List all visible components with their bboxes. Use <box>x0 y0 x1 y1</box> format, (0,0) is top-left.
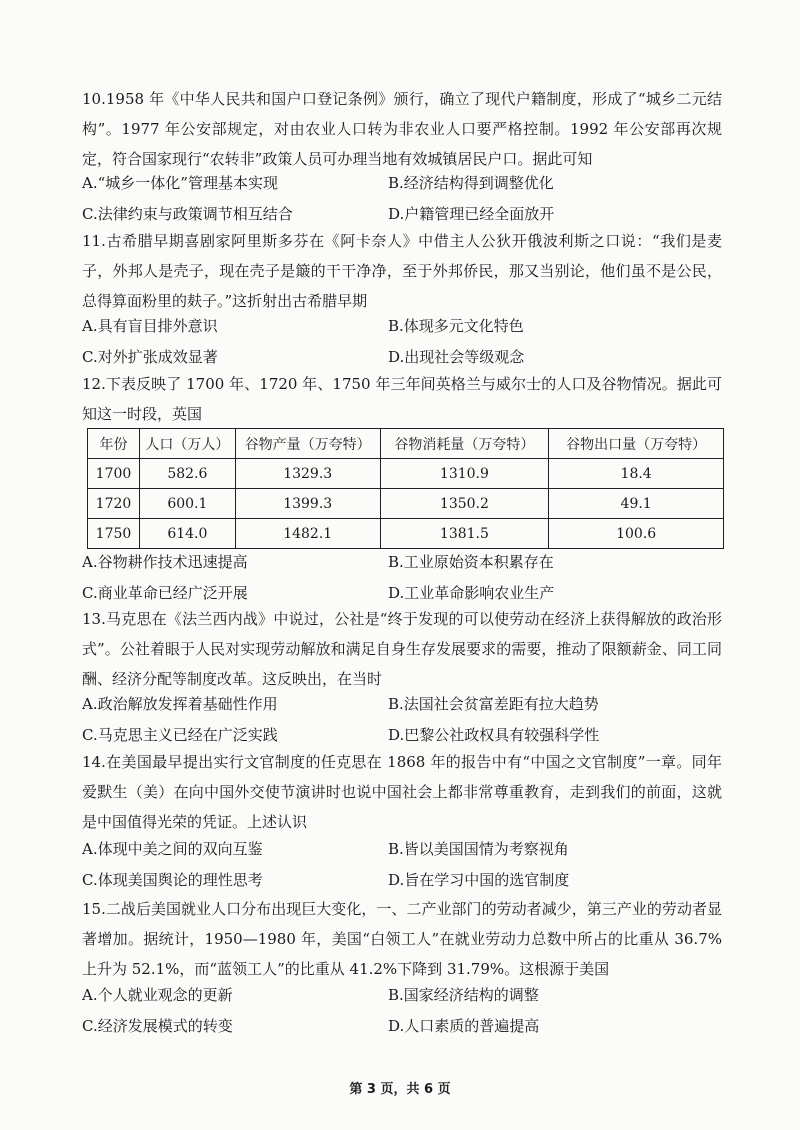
table-header: 谷物产量（万夸特） <box>235 429 380 459</box>
table-cell: 100.6 <box>549 519 724 549</box>
table-header: 谷物出口量（万夸特） <box>549 429 724 459</box>
table-cell: 600.1 <box>139 489 235 519</box>
option-b[interactable]: B.皆以美国国情为考察视角 <box>388 840 569 858</box>
population-grain-table <box>87 428 724 549</box>
table-cell: 1350.2 <box>380 489 549 519</box>
option-b[interactable]: B.经济结构得到调整优化 <box>388 174 554 192</box>
table-row <box>88 459 724 489</box>
table-cell: 1700 <box>88 459 140 489</box>
table-header: 人口（万人） <box>139 429 235 459</box>
question-13-options <box>82 689 722 751</box>
question-14-options <box>82 834 722 896</box>
option-d[interactable]: D.出现社会等级观念 <box>388 348 525 366</box>
table-cell: 1482.1 <box>235 519 380 549</box>
option-c[interactable]: C.商业革命已经广泛开展 <box>82 584 248 602</box>
table-cell: 49.1 <box>549 489 724 519</box>
table-cell: 1399.3 <box>235 489 380 519</box>
table-cell: 1720 <box>88 489 140 519</box>
option-a[interactable]: A.具有盲目排外意识 <box>82 317 218 335</box>
option-c[interactable]: C.法律约束与政策调节相互结合 <box>82 205 293 223</box>
option-b[interactable]: B.国家经济结构的调整 <box>388 986 539 1004</box>
question-12: 12.下表反映了 1700 年、1720 年、1750 年三年间英格兰与威尔士的人口及谷物情况。据此可知这一时段，英国 <box>82 375 722 423</box>
table-cell: 1381.5 <box>380 519 549 549</box>
table-cell: 18.4 <box>549 459 724 489</box>
option-b[interactable]: B.体现多元文化特色 <box>388 317 524 335</box>
question-12-options <box>82 547 722 609</box>
option-b[interactable]: B.工业原始资本积累存在 <box>388 553 554 571</box>
question-11: 11.古希腊早期喜剧家阿里斯多芬在《阿卡奈人》中借主人公狄开俄波利斯之口说：“我们是麦子，外邦人是壳子，现在壳子是簸的干干净净，至于外邦侨民，那又当别论，他们虽不是公民，总得算面粉里的麸子。”这折射出古希腊早期 <box>82 232 722 310</box>
option-a[interactable]: A.个人就业观念的更新 <box>82 986 233 1004</box>
option-d[interactable]: D.巴黎公社政权具有较强科学性 <box>388 726 600 744</box>
option-b[interactable]: B.法国社会贫富差距有拉大趋势 <box>388 695 599 713</box>
table-row <box>88 519 724 549</box>
question-15-options <box>82 980 722 1042</box>
question-14: 14.在美国最早提出实行文官制度的任克思在 1868 年的报告中有“中国之文官制度”一章。同年爱默生（美）在向中国外交使节演讲时也说中国社会上都非常尊重教育，走到我们的前面，这就是中国值得光荣的凭证。上述认识 <box>82 753 722 831</box>
option-c[interactable]: C.经济发展模式的转变 <box>82 1017 233 1035</box>
option-c[interactable]: C.马克思主义已经在广泛实践 <box>82 726 278 744</box>
question-11-options <box>82 311 722 373</box>
option-d[interactable]: D.旨在学习中国的选官制度 <box>388 871 570 889</box>
option-c[interactable]: C.对外扩张成效显著 <box>82 348 218 366</box>
question-13: 13.马克思在《法兰西内战》中说过，公社是“终于发现的可以使劳动在经济上获得解放的政治形式”。公社着眼于人民对实现劳动解放和满足自身生存发展要求的需要，推动了限额薪金、同工同酬、经济分配等制度改革。这反映出，在当时 <box>82 610 722 688</box>
table-header: 年份 <box>88 429 140 459</box>
question-10: 10.1958 年《中华人民共和国户口登记条例》颁行，确立了现代户籍制度，形成了“城乡二元结构”。1977 年公安部规定，对由农业人口转为非农业人口要严格控制。1992 年公安部再次规定，符合国家现行“农转非”政策人员可办理当地有效城镇居民户口。据此可知 <box>82 90 722 168</box>
table-cell: 1310.9 <box>380 459 549 489</box>
option-a[interactable]: A.“城乡一体化”管理基本实现 <box>82 174 278 192</box>
option-a[interactable]: A.体现中美之间的双向互鉴 <box>82 840 263 858</box>
table-header-row <box>88 429 724 459</box>
question-10-options <box>82 168 722 230</box>
table-cell: 1750 <box>88 519 140 549</box>
option-d[interactable]: D.人口素质的普遍提高 <box>388 1017 540 1035</box>
option-a[interactable]: A.政治解放发挥着基础性作用 <box>82 695 278 713</box>
table-row <box>88 489 724 519</box>
table-header: 谷物消耗量（万夸特） <box>380 429 549 459</box>
table-cell: 1329.3 <box>235 459 380 489</box>
option-c[interactable]: C.体现美国舆论的理性思考 <box>82 871 263 889</box>
option-d[interactable]: D.工业革命影响农业生产 <box>388 584 555 602</box>
option-a[interactable]: A.谷物耕作技术迅速提高 <box>82 553 248 571</box>
table-cell: 614.0 <box>139 519 235 549</box>
question-15: 15.二战后美国就业人口分布出现巨大变化，一、二产业部门的劳动者减少，第三产业的劳动者显著增加。据统计，1950—1980 年，美国“白领工人”在就业劳动力总数中所占的比重从 36.7%上升为 52.1%，而“蓝领工人”的比重从 41.2%下降到 31.79%。这根源于美国 <box>82 900 722 978</box>
option-d[interactable]: D.户籍管理已经全面放开 <box>388 205 555 223</box>
page-number: 第 3 页，共 6 页 <box>349 1082 451 1097</box>
table-cell: 582.6 <box>139 459 235 489</box>
